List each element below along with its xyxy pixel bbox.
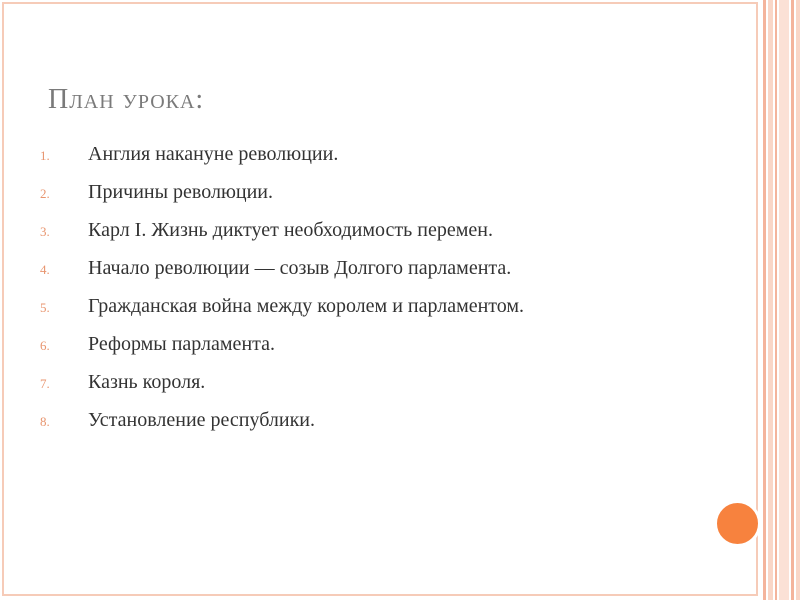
decorative-stripe: [791, 0, 794, 600]
decorative-stripe: [768, 0, 773, 600]
lesson-plan-list: [40, 143, 740, 447]
list-item-number: 1.: [40, 148, 50, 163]
list-item: [40, 143, 740, 181]
list-item-text: Гражданская война между королем и парламентом.: [88, 295, 525, 317]
list-item: [40, 181, 740, 219]
decorative-stripe: [763, 0, 766, 600]
list-item-number: 3.: [40, 224, 50, 239]
list-item: [40, 257, 740, 295]
list-item-number: 2.: [40, 186, 50, 201]
list-item-text: Установление республики.: [88, 409, 315, 431]
decorative-stripe: [779, 0, 789, 600]
list-item-number: 7.: [40, 376, 50, 391]
list-item-text: Казнь короля.: [88, 371, 206, 393]
list-item-text: Англия накануне революции.: [88, 143, 339, 165]
list-item: [40, 295, 740, 333]
decorative-circle: [714, 500, 761, 547]
list-item: [40, 371, 740, 409]
list-item-number: 8.: [40, 414, 50, 429]
list-item-text: Реформы парламента.: [88, 333, 276, 355]
list-item: [40, 409, 740, 447]
list-item-text: Карл I. Жизнь диктует необходимость перемен.: [88, 219, 493, 241]
slide-title: План урока:: [48, 84, 205, 115]
decorative-stripe: [796, 0, 800, 600]
list-item-text: Причины революции.: [88, 181, 273, 203]
list-item-number: 6.: [40, 338, 50, 353]
list-item-text: Начало революции — созыв Долгого парламента.: [88, 257, 512, 279]
list-item: [40, 333, 740, 371]
list-item-number: 5.: [40, 300, 50, 315]
list-item: [40, 219, 740, 257]
decorative-stripe: [775, 0, 777, 600]
list-item-number: 4.: [40, 262, 50, 277]
